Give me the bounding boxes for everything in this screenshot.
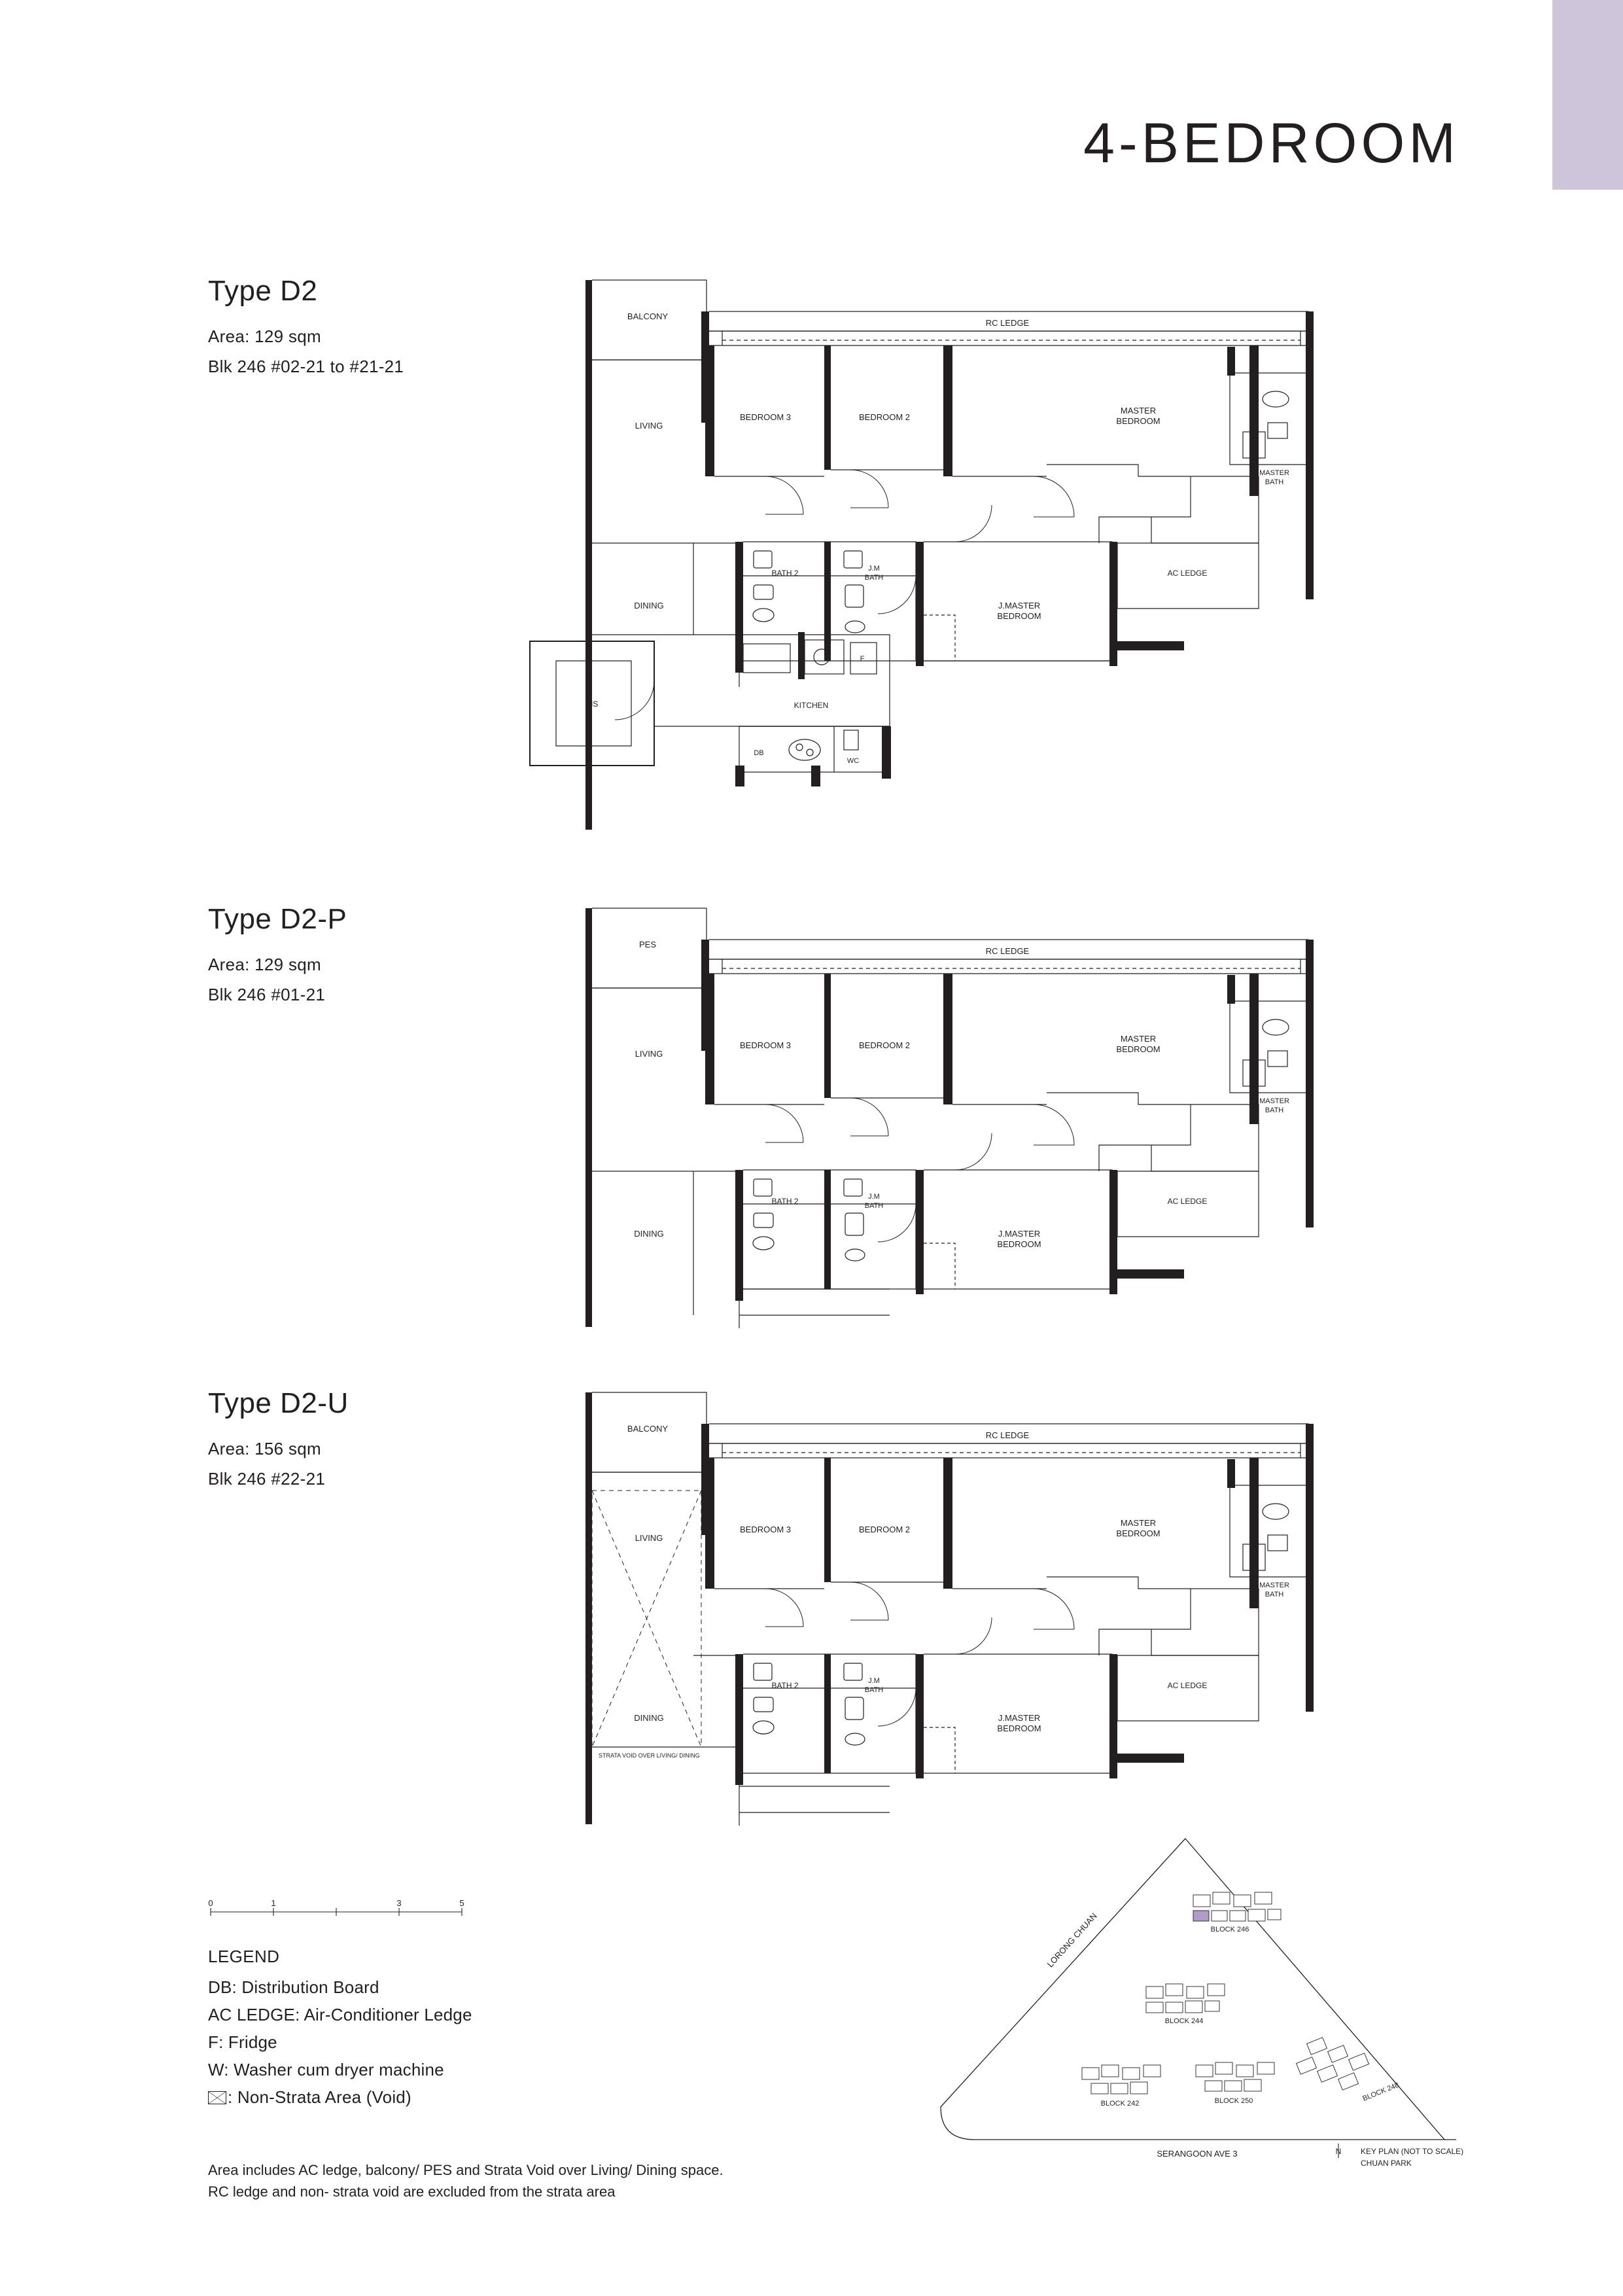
keyplan-block-250 [1196, 2062, 1274, 2091]
label-jmaster-d2: J.MASTER [998, 601, 1041, 610]
keyplan-north-label: N [1335, 2147, 1342, 2156]
label-bedroom2-d2p: BEDROOM 2 [858, 1040, 911, 1050]
svg-text:BEDROOM: BEDROOM [1116, 1044, 1161, 1054]
floorplan-drawing-d2p [458, 896, 1439, 1354]
legend-item-washer: W: Washer cum dryer machine [208, 2060, 444, 2080]
label-balcony-d2: BALCONY [627, 311, 669, 321]
svg-text:BATH: BATH [1265, 1591, 1284, 1598]
unit-blk-d2p: Blk 246 #01-21 [208, 984, 326, 1004]
unit-area-d2: Area: 129 sqm [208, 327, 321, 346]
legend-item-void-label: : Non-Strata Area (Void) [228, 2087, 411, 2108]
key-plan [903, 1832, 1478, 2238]
keyplan-label-244: BLOCK 244 [1164, 2017, 1204, 2025]
label-master-d2: MASTER [1120, 406, 1157, 415]
svg-text:BATH: BATH [1265, 478, 1284, 486]
label-rc-ledge-d2: RC LEDGE [985, 318, 1030, 328]
label-ac-ledge-d2u: AC LEDGE [1167, 1681, 1208, 1690]
label-dining-d2: DINING [634, 601, 664, 610]
keyplan-caption-2: CHUAN PARK [1361, 2159, 1412, 2168]
keyplan-label-242: BLOCK 242 [1100, 2100, 1140, 2108]
corner-accent-tab [1552, 0, 1623, 190]
label-pes-d2p: PES [638, 940, 657, 949]
label-jm-bath-d2u: J.M [868, 1677, 880, 1685]
legend-item-void [208, 2083, 472, 2111]
unit-type-d2u: Type D2-U [208, 1387, 349, 1419]
label-hs-d2: HS [587, 699, 599, 709]
label-rc-ledge-d2u: RC LEDGE [985, 1430, 1030, 1440]
label-bedroom3-d2: BEDROOM 3 [739, 412, 792, 422]
keyplan-label-246: BLOCK 246 [1210, 1926, 1249, 1934]
label-balcony-d2u: BALCONY [627, 1424, 669, 1434]
label-bedroom2-d2u: BEDROOM 2 [858, 1525, 911, 1534]
keyplan-road-bottom: SERANGOON AVE 3 [1157, 2149, 1238, 2159]
label-bedroom3-d2u: BEDROOM 3 [739, 1525, 792, 1534]
keyplan-block-242 [1082, 2065, 1161, 2094]
label-bedroom2-d2: BEDROOM 2 [858, 412, 911, 422]
svg-text:BEDROOM: BEDROOM [997, 1239, 1041, 1249]
label-bedroom3-d2p: BEDROOM 3 [739, 1040, 792, 1050]
scale-tick-0: 0 [208, 1898, 213, 1908]
label-master-bath-d2p: MASTER [1259, 1097, 1289, 1105]
label-rc-ledge-d2p: RC LEDGE [985, 946, 1030, 956]
legend-title: LEGEND [208, 1947, 280, 1966]
unit-type-d2: Type D2 [208, 275, 318, 307]
label-kitchen-d2: KITCHEN [794, 701, 829, 710]
label-bath2-d2p: BATH 2 [771, 1197, 799, 1206]
unit-blk-d2: Blk 246 #02-21 to #21-21 [208, 356, 404, 376]
scale-bar [208, 1896, 470, 1930]
svg-text:BATH: BATH [864, 1202, 884, 1210]
unit-blk-d2u: Blk 246 #22-21 [208, 1468, 326, 1489]
svg-text:BATH: BATH [1265, 1106, 1284, 1114]
svg-text:BEDROOM: BEDROOM [1116, 1528, 1161, 1538]
label-living-d2u: LIVING [635, 1533, 663, 1543]
label-living-d2p: LIVING [635, 1049, 663, 1059]
label-void-note-d2u: STRATA VOID OVER LIVING/ DINING [599, 1752, 700, 1759]
svg-text:BEDROOM: BEDROOM [1116, 416, 1161, 426]
label-fridge-d2: F [860, 655, 865, 663]
legend [208, 1947, 472, 2111]
svg-text:BATH: BATH [864, 1686, 884, 1694]
void-hatch-icon [208, 2091, 226, 2104]
unit-type-d2p: Type D2-P [208, 903, 347, 935]
floorplan-drawing-d2 [458, 268, 1439, 857]
page-title: 4-BEDROOM [1083, 112, 1459, 175]
keyplan-label-248: BLOCK 248 [1361, 2081, 1401, 2103]
scale-tick-3: 3 [396, 1898, 402, 1908]
keyplan-block-244 [1146, 1984, 1225, 2013]
footnote-line-1: Area includes AC ledge, balcony/ PES and Strata Void over Living/ Dining space. [208, 2162, 724, 2178]
svg-text:BEDROOM: BEDROOM [997, 1723, 1041, 1733]
label-master-bath-d2u: MASTER [1259, 1581, 1289, 1589]
keyplan-label-250: BLOCK 250 [1214, 2097, 1253, 2105]
floorplan-drawing-d2u [458, 1381, 1439, 1852]
keyplan-block-246 [1193, 1892, 1281, 1921]
footnote-line-2: RC ledge and non- strata void are excluded from the strata area [208, 2183, 616, 2200]
label-jmaster-d2p: J.MASTER [998, 1229, 1041, 1239]
legend-item-ac-ledge: AC LEDGE: Air-Conditioner Ledge [208, 2005, 472, 2025]
label-master-d2p: MASTER [1120, 1034, 1157, 1044]
unit-area-d2u: Area: 156 sqm [208, 1439, 321, 1458]
scale-tick-1: 1 [271, 1898, 276, 1908]
label-jmaster-d2u: J.MASTER [998, 1713, 1041, 1723]
legend-item-fridge: F: Fridge [208, 2032, 277, 2053]
label-dining-d2p: DINING [634, 1229, 664, 1239]
label-jm-bath-d2: J.M [868, 565, 880, 573]
scale-tick-5: 5 [459, 1898, 464, 1908]
svg-text:BATH: BATH [864, 574, 884, 582]
legend-item-db: DB: Distribution Board [208, 1977, 379, 1997]
unit-area-d2p: Area: 129 sqm [208, 955, 321, 974]
svg-text:BEDROOM: BEDROOM [997, 611, 1041, 621]
label-ac-ledge-d2: AC LEDGE [1167, 569, 1208, 578]
label-db-d2: DB [754, 749, 764, 757]
label-master-d2u: MASTER [1120, 1518, 1157, 1528]
keyplan-block-248 [1297, 2038, 1369, 2090]
label-living-d2: LIVING [635, 421, 663, 431]
label-bath2-d2u: BATH 2 [771, 1681, 799, 1690]
footnote [208, 2159, 724, 2202]
label-ac-ledge-d2p: AC LEDGE [1167, 1197, 1208, 1206]
label-bath2-d2: BATH 2 [771, 569, 799, 578]
label-master-bath-d2: MASTER [1259, 469, 1289, 477]
label-dining-d2u: DINING [634, 1713, 664, 1723]
keyplan-caption-1: KEY PLAN (NOT TO SCALE) [1361, 2147, 1464, 2156]
label-jm-bath-d2p: J.M [868, 1193, 880, 1201]
keyplan-road-left: LORONG CHUAN [1045, 1911, 1099, 1969]
label-wc-d2: WC [846, 757, 860, 765]
